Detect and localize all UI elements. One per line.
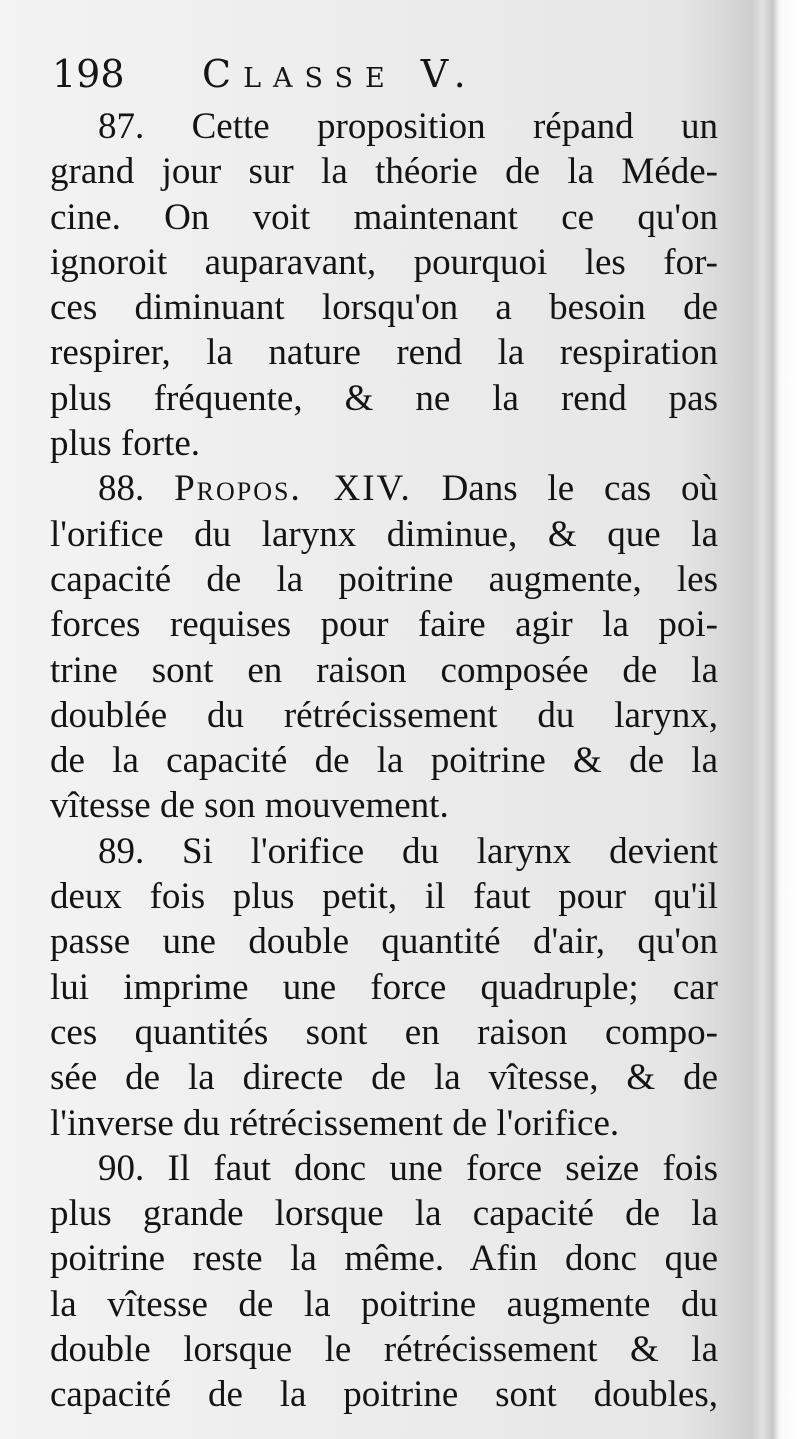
text-line-proposition [50, 466, 718, 511]
body-text [50, 104, 718, 1418]
text-line: lui imprime une force quadruple; car [50, 966, 718, 1008]
text-fragment: Dans le cas où [441, 468, 718, 510]
text-line: deux fois plus petit, il faut pour qu'il [50, 876, 718, 918]
text-line: ces diminuant lorsqu'on a besoin de [50, 287, 718, 329]
text-line: l'inverse du rétrécissement de l'orifice. [50, 1102, 620, 1144]
paragraph-87 [50, 104, 718, 466]
text-line: doublée du rétrécissement du larynx, [50, 694, 718, 736]
text-line: trine sont en raison composée de la [50, 649, 718, 691]
text-line: forces requises pour faire agir la poi- [50, 604, 718, 646]
proposition-label: Propos. XIV. [174, 468, 412, 510]
text-line: capacité de la poitrine augmente, les [50, 558, 718, 600]
paragraph-number: 88. [98, 468, 145, 510]
text-line: double lorsque le rétrécissement & la [50, 1329, 718, 1371]
text-line: 89. Si l'orifice du larynx devient [98, 830, 718, 872]
paragraph-89 [50, 829, 718, 1146]
text-line: plus fréquente, & ne la rend pas [50, 377, 718, 419]
paragraph-88 [50, 466, 718, 828]
text-line: vîtesse de son mouvement. [50, 785, 449, 827]
running-title: Classe V. [202, 52, 478, 96]
page-number: 198 [52, 52, 125, 96]
text-line: respirer, la nature rend la respiration [50, 332, 718, 374]
text-line: plus grande lorsque la capacité de la [50, 1193, 718, 1235]
text-line: cine. On voit maintenant ce qu'on [50, 196, 718, 238]
page-edge-shadow [762, 0, 780, 1439]
text-line: sée de la directe de la vîtesse, & de [50, 1057, 718, 1099]
text-line: poitrine reste la même. Afin donc que [50, 1238, 718, 1280]
text-line: 90. Il faut donc une force seize fois [98, 1147, 718, 1189]
text-line: ignoroit auparavant, pourquoi les for- [50, 241, 718, 283]
text-line: passe une double quantité d'air, qu'on [50, 921, 718, 963]
text-line: capacité de la poitrine sont doubles, [50, 1374, 718, 1416]
text-line: ces quantités sont en raison compo- [50, 1011, 718, 1053]
text-line: 87. Cette proposition répand un [98, 106, 718, 147]
paragraph-90 [50, 1146, 718, 1418]
text-line: de la capacité de la poitrine & de la [50, 740, 718, 782]
running-head [52, 52, 732, 102]
text-line: plus forte. [50, 423, 201, 465]
text-line: la vîtesse de la poitrine augmente du [50, 1283, 718, 1325]
text-line: grand jour sur la théorie de la Méde- [50, 151, 718, 193]
text-line: l'orifice du larynx diminue, & que la [50, 513, 718, 555]
